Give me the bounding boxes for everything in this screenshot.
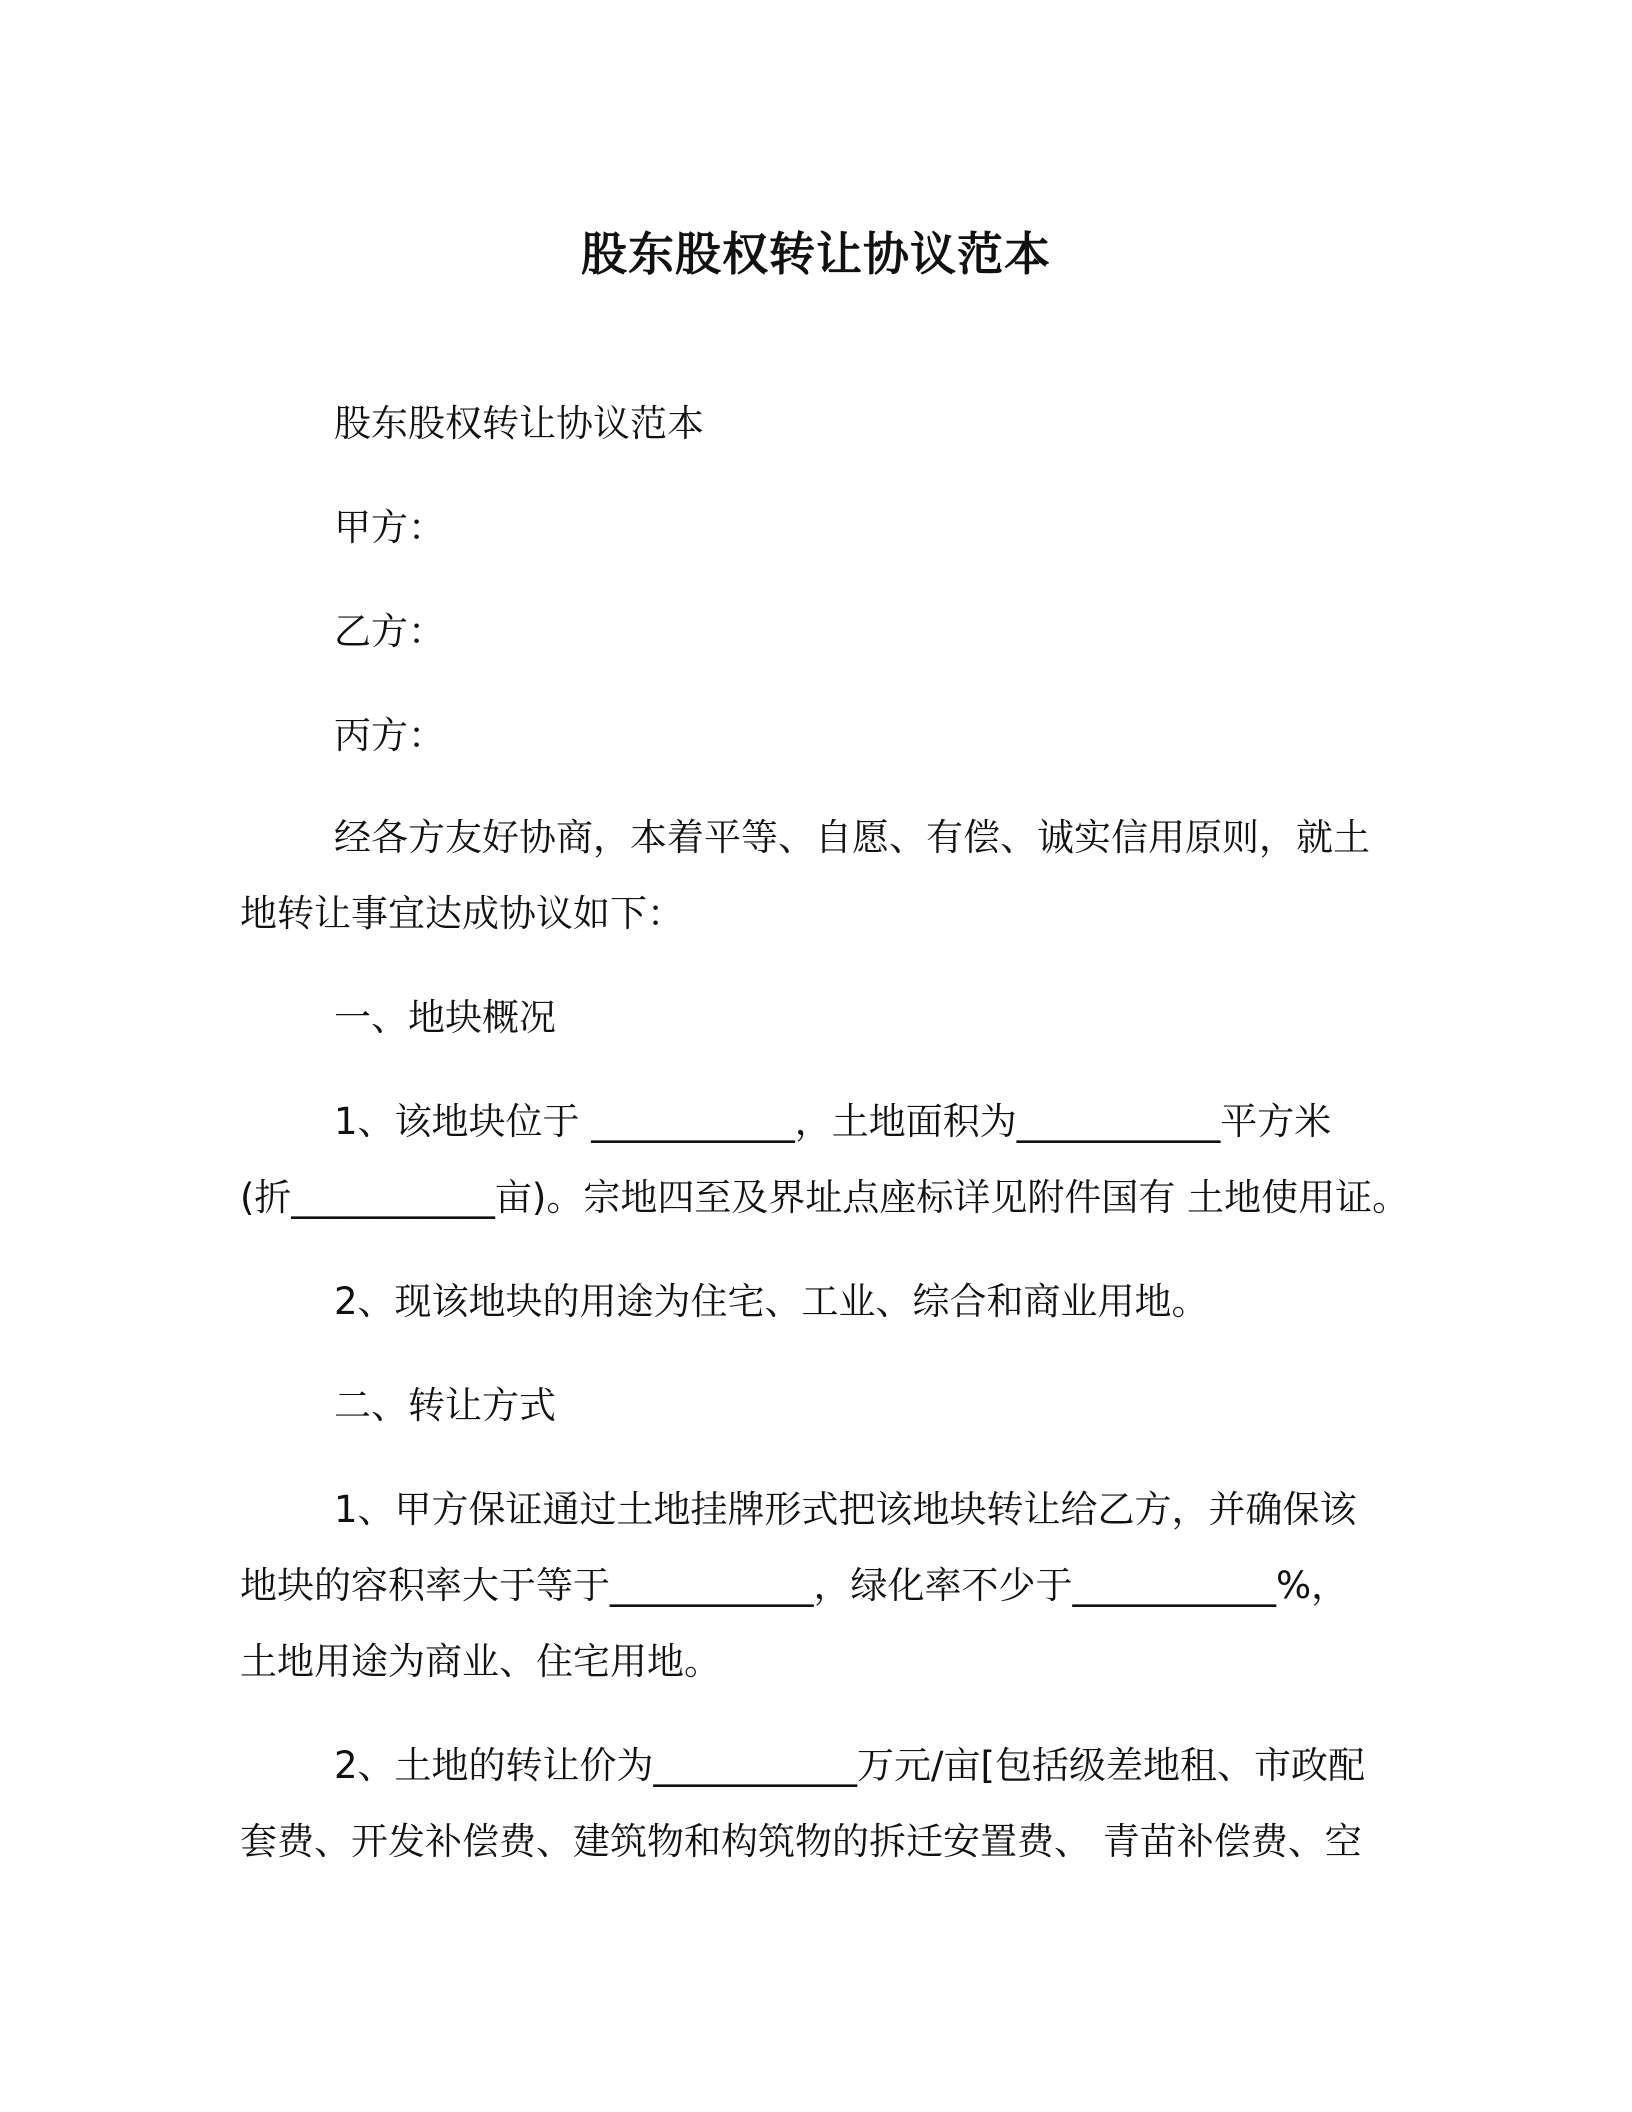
doc-line-section-1: 一、地块概况 bbox=[334, 996, 556, 1039]
doc-line-party-a: 甲方： bbox=[334, 506, 445, 549]
doc-line-subtitle: 股东股权转让协议范本 bbox=[334, 402, 704, 445]
doc-line-s2-item1-b: 地块的容积率大于等于___________，绿化率不少于___________%， bbox=[240, 1564, 1349, 1607]
doc-line-s2-item1-c: 土地用途为商业、住宅用地。 bbox=[240, 1640, 721, 1683]
document-title: 股东股权转让协议范本 bbox=[581, 227, 1051, 281]
doc-line-preamble-1: 经各方友好协商，本着平等、自愿、有偿、诚实信用原则，就土 bbox=[334, 816, 1370, 859]
doc-line-s2-item2-a: 2、土地的转让价为___________万元/亩[包括级差地租、市政配 bbox=[334, 1744, 1365, 1787]
doc-line-s1-item2: 2、现该地块的用途为住宅、工业、综合和商业用地。 bbox=[334, 1280, 1209, 1323]
doc-line-s2-item1-a: 1、甲方保证通过土地挂牌形式把该地块转让给乙方，并确保该 bbox=[334, 1488, 1357, 1531]
doc-line-s1-item1-a: 1、该地块位于 ___________，土地面积为___________平方米 bbox=[334, 1100, 1332, 1143]
doc-line-party-b: 乙方： bbox=[334, 610, 445, 653]
doc-line-s2-item2-b: 套费、开发补偿费、建筑物和构筑物的拆迁安置费、 青苗补偿费、空 bbox=[240, 1820, 1362, 1863]
doc-line-section-2: 二、转让方式 bbox=[334, 1384, 556, 1427]
doc-line-party-c: 丙方： bbox=[334, 714, 445, 757]
doc-line-s1-item1-b: (折___________亩)。宗地四至及界址点座标详见附件国有 土地使用证。 bbox=[240, 1176, 1410, 1219]
doc-line-preamble-2: 地转让事宜达成协议如下： bbox=[240, 892, 684, 935]
